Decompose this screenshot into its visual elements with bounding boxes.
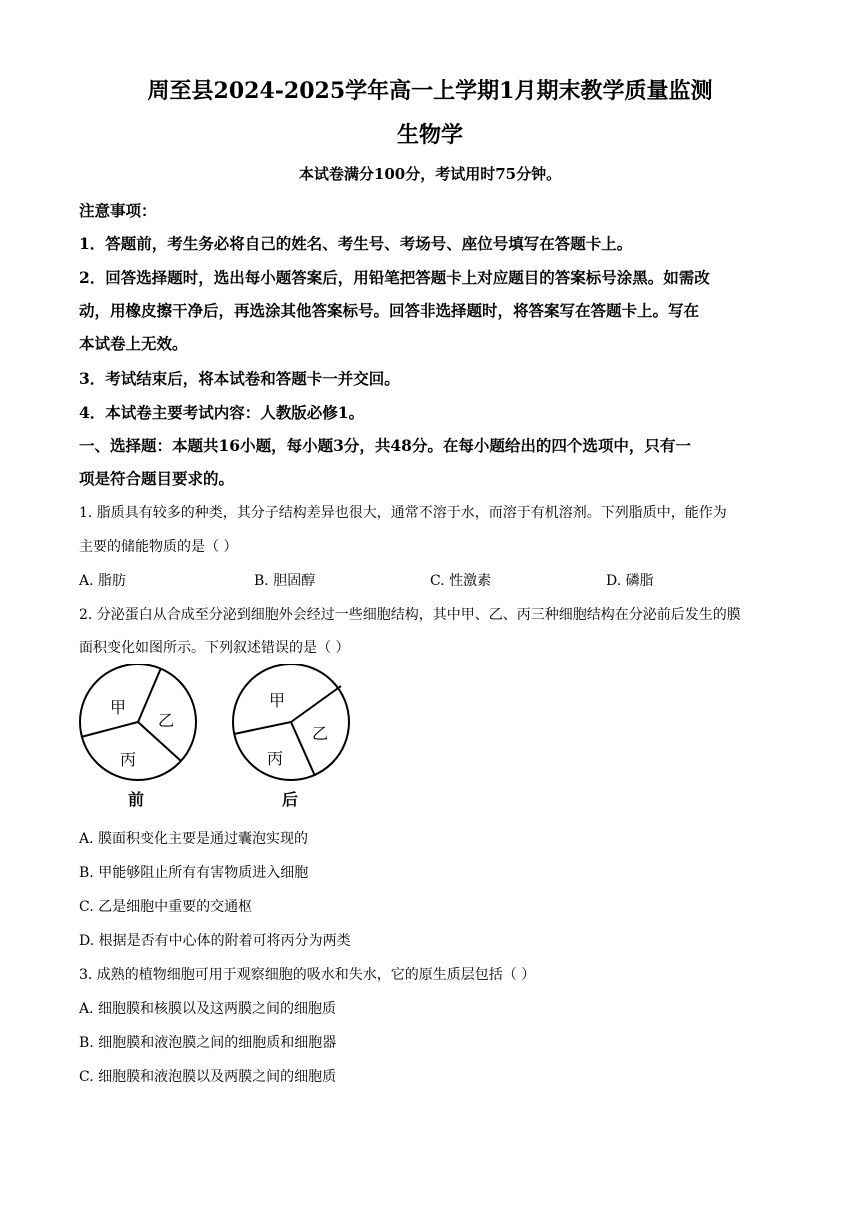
q1-option-d: D. 磷脂 (606, 573, 654, 589)
pie-after-label-jia: 甲 (269, 691, 286, 710)
pie-after-label-bing: 丙 (267, 749, 284, 768)
q1-stem-line-2: 主要的储能物质的是（ ） (79, 539, 238, 555)
membrane-area-pie-figure (72, 664, 362, 804)
q1-stem-line-1: 1. 脂质具有较多的种类，其分子结构差异也很大，通常不溶于水，而溶于有机溶剂。下列脂质中，能作为 (79, 505, 727, 521)
note-2-line-1: 2．回答选择题时，选出每小题答案后，用铅笔把答题卡上对应题目的答案标号涂黑。如需改 (79, 268, 710, 287)
q1-option-c: C. 性激素 (430, 573, 492, 589)
pie-after-label-yi: 乙 (312, 724, 329, 743)
q3-option-b: B. 细胞膜和液泡膜之间的细胞质和细胞器 (79, 1035, 337, 1051)
note-2-line-2: 动，用橡皮擦干净后，再选涂其他答案标号。回答非选择题时，将答案写在答题卡上。写在 (79, 301, 700, 320)
q2-option-d: D. 根据是否有中心体的附着可将丙分为两类 (79, 933, 351, 949)
q3-option-a: A. 细胞膜和核膜以及这两膜之间的细胞质 (79, 1001, 337, 1017)
note-3: 3．考试结束后，将本试卷和答题卡一并交回。 (79, 369, 400, 388)
caption-after: 后 (282, 790, 299, 809)
pie-before-label-yi: 乙 (158, 711, 175, 730)
q1-option-b: B. 胆固醇 (254, 573, 316, 589)
exam-info: 本试卷满分100分，考试用时75分钟。 (298, 165, 562, 183)
notes-heading: 注意事项： (79, 201, 157, 220)
q2-option-a: A. 膜面积变化主要是通过囊泡实现的 (79, 831, 309, 847)
pie-before (80, 664, 196, 780)
q3-stem: 3. 成熟的植物细胞可用于观察细胞的吸水和失水，它的原生质层包括（ ） (79, 967, 536, 983)
pie-after (233, 664, 349, 780)
note-2-line-3: 本试卷上无效。 (79, 334, 188, 353)
section-1-line-2: 项是符合题目要求的。 (79, 469, 235, 488)
note-1: 1．答题前，考生务必将自己的姓名、考生号、考场号、座位号填写在答题卡上。 (79, 234, 633, 253)
exam-title: 周至县2024-2025学年高一上学期1月期末教学质量监测 (147, 78, 713, 104)
section-1-line-1: 一、选择题：本题共16小题，每小题3分，共48分。在每小题给出的四个选项中，只有一 (79, 436, 691, 455)
pie-before-label-bing: 丙 (120, 750, 137, 769)
note-4: 4．本试卷主要考试内容：人教版必修1。 (79, 403, 365, 422)
caption-before: 前 (128, 790, 145, 809)
pie-before-label-jia: 甲 (110, 698, 127, 717)
subject-title: 生物学 (396, 122, 463, 148)
q2-stem-line-1: 2. 分泌蛋白从合成至分泌到细胞外会经过一些细胞结构，其中甲、乙、丙三种细胞结构在分泌前后发生的膜 (79, 607, 741, 623)
q2-option-c: C. 乙是细胞中重要的交通枢 (79, 899, 253, 915)
q1-option-a: A. 脂肪 (79, 573, 127, 589)
q2-stem-line-2: 面积变化如图所示。下列叙述错误的是（ ） (79, 640, 350, 656)
q3-option-c: C. 细胞膜和液泡膜以及两膜之间的细胞质 (79, 1069, 337, 1085)
q2-option-b: B. 甲能够阻止所有有害物质进入细胞 (79, 865, 309, 881)
